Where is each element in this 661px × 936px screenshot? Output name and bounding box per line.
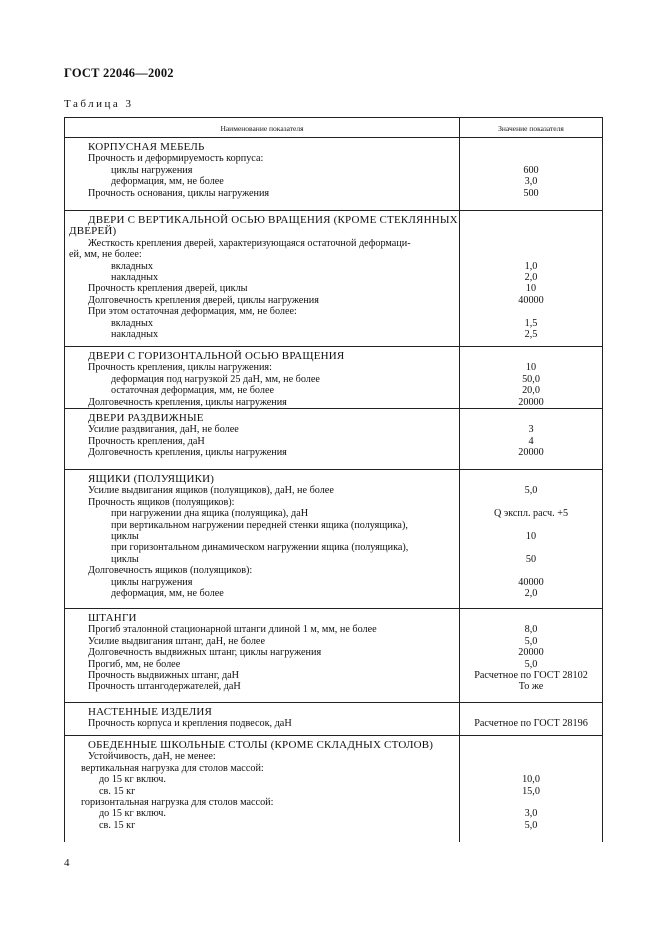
indicator-name: св. 15 кг [99,785,136,797]
indicator-name: Жесткость крепления дверей, характеризующаяся остаточной деформаци- [88,237,411,249]
indicator-value: 3 [528,424,534,436]
indicator-value: 5,0 [524,658,538,670]
document-code: ГОСТ 22046—2002 [64,66,174,80]
indicator-name: остаточная деформация, мм, не более [111,385,275,397]
table-row [65,188,602,199]
table-row [65,636,602,647]
indicator-value: 3,0 [524,808,538,820]
table-row [65,786,602,797]
indicator-value: 3,0 [524,176,538,188]
table-section [65,735,602,842]
table-row [65,272,602,283]
indicator-name: Усилие выдвигания штанг, даН, не более [88,635,265,647]
section-title-row [65,740,602,751]
table-row [65,808,602,819]
indicator-value: Q экспл. расч. +5 [493,508,569,520]
table-row [65,261,602,272]
indicator-name: ей, мм, не более: [69,249,142,261]
table-row [65,318,602,329]
indicator-value: 15,0 [522,785,540,797]
indicator-value: 10,0 [522,774,540,786]
table-row [65,497,602,508]
table-section [65,346,602,409]
indicator-name: циклы нагружения [111,164,193,176]
table-header [65,118,602,138]
indicator-value: 10 [525,362,537,374]
indicator-name: до 15 кг включ. [99,774,166,786]
indicator-name: горизонтальная нагрузка для столов массой: [81,797,274,808]
table-row [65,249,602,260]
indicator-value: 2,0 [524,272,538,283]
indicator-value: 4 [528,435,534,447]
page-number: 4 [64,857,70,869]
indicator-name: накладных [111,329,159,340]
column-header-value: Значение показателя [498,124,564,133]
indicator-name: Прогиб эталонной стационарной штанги длиной 1 м, мм, не более [88,624,377,636]
table-row [65,670,602,681]
indicator-name: Усилие выдвигания ящиков (полуящиков), даН, не более [88,485,334,497]
table-row [65,542,602,553]
table-section [65,210,602,347]
section-title-row [65,474,602,485]
indicator-value: Расчетное по ГОСТ 28196 [474,718,588,730]
section-title: НАСТЕННЫЕ ИЗДЕЛИЯ [88,706,213,718]
table-row [65,531,602,542]
table-section [65,469,602,609]
table-row [65,751,602,762]
indicator-name: при горизонтальном динамическом нагружении ящика (полуящика), [111,542,409,554]
table-row [65,820,602,831]
indicator-name: вертикальная нагрузка для столов массой: [81,762,264,774]
indicator-name: вкладных [111,260,153,272]
indicator-name: циклы нагружения [111,576,193,588]
table-section [65,608,602,703]
table-row [65,797,602,808]
indicator-value: 20000 [518,647,544,659]
table-row [65,624,602,635]
indicator-value: 20,0 [522,385,540,397]
table-row [65,295,602,306]
section-title: ДВЕРЕЙ) [69,225,117,238]
indicators-table [64,117,603,842]
indicator-name: Прочность ящиков (полуящиков): [88,496,235,508]
indicator-value: 50,0 [522,373,540,385]
table-row [65,374,602,385]
indicator-name: деформация, мм, не более [111,176,224,188]
table-row [65,774,602,785]
section-title: ШТАНГИ [88,612,137,624]
indicator-value: 5,0 [524,635,538,647]
table-row [65,520,602,531]
indicator-value: 2,5 [524,329,538,340]
table-row [65,485,602,496]
indicator-name: вкладных [111,317,153,329]
indicator-name: Долговечность ящиков (полуящиков): [88,565,253,577]
table-row [65,659,602,670]
table-row [65,283,602,294]
indicator-name: Прочность штангодержателей, даН [88,681,241,693]
table-row [65,385,602,396]
table-row [65,306,602,317]
indicator-value: 500 [523,187,539,199]
section-title-row [65,351,602,362]
indicator-name: Долговечность крепления, циклы нагружения [88,447,287,459]
column-header-name: Наименование показателя [220,124,304,133]
table-caption: Таблица 3 [64,98,134,110]
table-row [65,238,602,249]
table-row [65,554,602,565]
indicator-value: 2,0 [524,588,538,599]
indicator-name: Прогиб, мм, не более [88,658,181,670]
table-row [65,436,602,447]
indicator-name: Долговечность крепления, циклы нагружения [88,396,287,408]
table-section [65,702,602,736]
section-title-row [65,226,602,237]
section-title: ДВЕРИ С ГОРИЗОНТАЛЬНОЙ ОСЬЮ ВРАЩЕНИЯ [88,350,345,362]
table-row [65,565,602,576]
section-title: КОРПУСНАЯ МЕБЕЛЬ [88,141,205,153]
table-row [65,176,602,187]
indicator-name: Прочность основания, циклы нагружения [88,187,270,199]
table-row [65,165,602,176]
table-row [65,577,602,588]
indicator-name: накладных [111,272,159,283]
indicator-name: Усилие раздвигания, даН, не более [88,424,239,436]
indicator-name: до 15 кг включ. [99,808,166,820]
table-row [65,329,602,340]
indicator-value: 40000 [518,576,544,588]
table-row [65,508,602,519]
section-title-row [65,215,602,226]
section-title: ЯЩИКИ (ПОЛУЯЩИКИ) [88,473,215,485]
indicator-name: св. 15 кг [99,819,136,831]
indicator-value: 1,0 [524,260,538,272]
indicator-value: 8,0 [524,624,538,636]
indicator-value: Расчетное по ГОСТ 28102 [474,670,588,681]
indicator-value: То же [518,681,544,693]
indicator-name: Прочность корпуса и крепления подвесок, даН [88,718,292,730]
indicator-value: 20000 [518,396,544,408]
indicator-value: 50 [525,553,537,565]
table-row [65,362,602,373]
indicator-value: 20000 [518,447,544,459]
indicator-name: Прочность крепления, циклы нагружения: [88,362,272,374]
section-title: ОБЕДЕННЫЕ ШКОЛЬНЫЕ СТОЛЫ (КРОМЕ СКЛАДНЫХ СТОЛОВ) [88,739,434,751]
indicator-value: 600 [523,164,539,176]
section-title-row [65,142,602,153]
table-row [65,153,602,164]
indicator-name: при нагружении дна ящика (полуящика), даН [111,508,309,520]
indicator-name: Прочность выдвижных штанг, даН [88,670,240,681]
indicator-name: циклы [111,553,139,565]
section-title-row [65,613,602,624]
table-row [65,647,602,658]
indicator-name: При этом остаточная деформация, мм, не более: [88,306,297,318]
indicator-name: Устойчивость, даН, не менее: [88,751,216,763]
indicator-name: деформация, мм, не более [111,588,224,599]
table-section [65,408,602,470]
indicator-name: Прочность и деформируемость корпуса: [88,153,264,165]
indicator-name: деформация под нагрузкой 25 даН, мм, не более [111,373,320,385]
table-row [65,718,602,729]
table-section [65,137,602,211]
table-row [65,397,602,408]
indicator-name: Долговечность крепления дверей, циклы нагружения [88,294,319,306]
indicator-value: 10 [525,531,537,542]
indicator-name: Прочность крепления дверей, циклы [88,283,248,295]
indicator-value: 5,0 [524,485,538,497]
section-title: ДВЕРИ С ВЕРТИКАЛЬНОЙ ОСЬЮ ВРАЩЕНИЯ (КРОМЕ СТЕКЛЯННЫХ [88,214,458,226]
table-row [65,588,602,599]
indicator-name: при вертикальном нагружении передней стенки ящика (полуящика), [111,519,408,531]
indicator-name: Долговечность выдвижных штанг, циклы нагружения [88,647,322,659]
table-row [65,681,602,692]
indicator-value: 5,0 [524,819,538,831]
indicator-name: Прочность крепления, даН [88,435,205,447]
indicator-value: 1,5 [524,317,538,329]
section-title-row [65,413,602,424]
section-title: ДВЕРИ РАЗДВИЖНЫЕ [88,412,204,424]
table-row [65,447,602,458]
indicator-value: 40000 [518,294,544,306]
indicator-name: циклы [111,531,139,542]
section-title-row [65,707,602,718]
indicator-value: 10 [525,283,537,295]
table-row [65,763,602,774]
table-row [65,424,602,435]
